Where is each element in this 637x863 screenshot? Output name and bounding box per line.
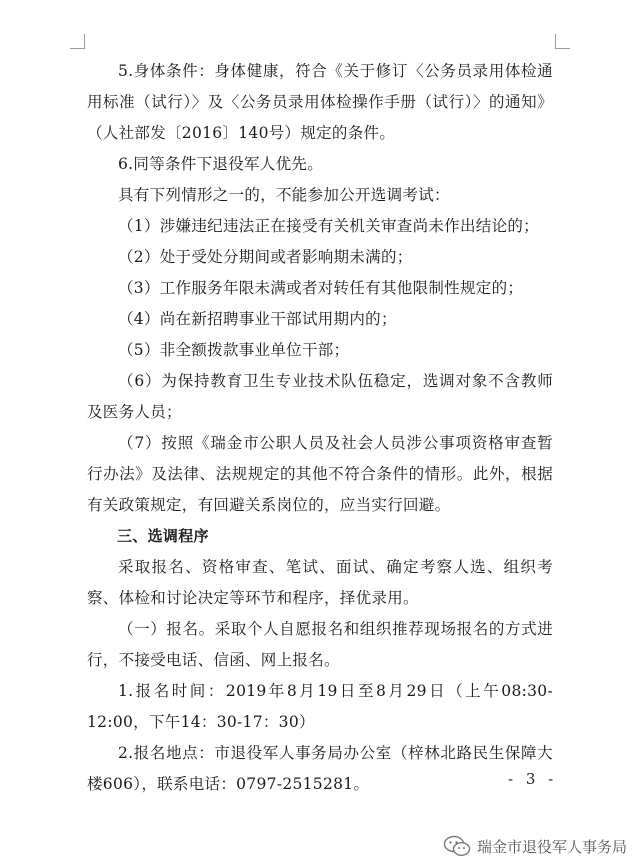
exclusion-item-7: （7）按照《瑞金市公职人员及社会人员涉公事项资格审查暂行办法》及法律、法规规定的其他不符合条件的情形。此外，根据有关政策规定，有回避关系岗位的，应当实行回避。: [87, 434, 553, 514]
paragraph-exclusion-intro: 具有下列情形之一的，不能参加公开选调考试：: [118, 186, 450, 204]
exclusion-item-2: （2）处于受处分期间或者影响期未满的；: [118, 248, 413, 266]
account-name: 瑞金市退役军人事务局: [476, 837, 627, 856]
paragraph-registration-place: 2.报名地点：市退役军人事务局办公室（梓林北路民生保障大楼606），联系电话：0797-2515281。: [87, 744, 553, 793]
exclusion-item-3: （3）工作服务年限未满或者对转任有其他限制性规定的；: [118, 279, 524, 297]
paragraph-procedure: 采取报名、资格审查、笔试、面试、确定考察人选、组织考察、体检和讨论决定等环节和程序，择优录用。: [87, 558, 553, 607]
crop-mark-top-left: [70, 34, 85, 49]
page-number: - 3 -: [508, 770, 558, 788]
exclusion-item-6: （6）为保持教育卫生专业技术队伍稳定，选调对象不含教师及医务人员；: [87, 372, 553, 421]
wechat-icon: [443, 835, 471, 857]
exclusion-item-5: （5）非全额拨款事业单位干部；: [118, 341, 350, 359]
paragraph-registration-time: 1.报名时间：2019年8月19日至8月29日（上午08:30-12:00，下午14：30-17：30）: [87, 682, 553, 731]
watermark-footer: [443, 835, 627, 857]
section-heading: 三、选调程序: [117, 527, 209, 545]
paragraph-physical-condition: 5.身体条件：身体健康，符合《关于修订〈公务员录用体检通用标准（试行）〉及〈公务员录用体检操作手册（试行）〉的通知》（人社部发〔2016〕140号）规定的条件。: [87, 62, 553, 142]
exclusion-item-4: （4）尚在新招聘事业干部试用期内的；: [118, 310, 397, 328]
document-body: [87, 56, 553, 800]
exclusion-item-1: （1）涉嫌违纪违法正在接受有关机关审查尚未作出结论的；: [118, 217, 539, 235]
paragraph-veteran-priority: 6.同等条件下退役军人优先。: [118, 155, 323, 173]
crop-mark-top-right: [555, 34, 570, 49]
paragraph-registration: （一）报名。采取个人自愿报名和组织推荐现场报名的方式进行，不接受电话、信函、网上报名。: [87, 620, 553, 669]
